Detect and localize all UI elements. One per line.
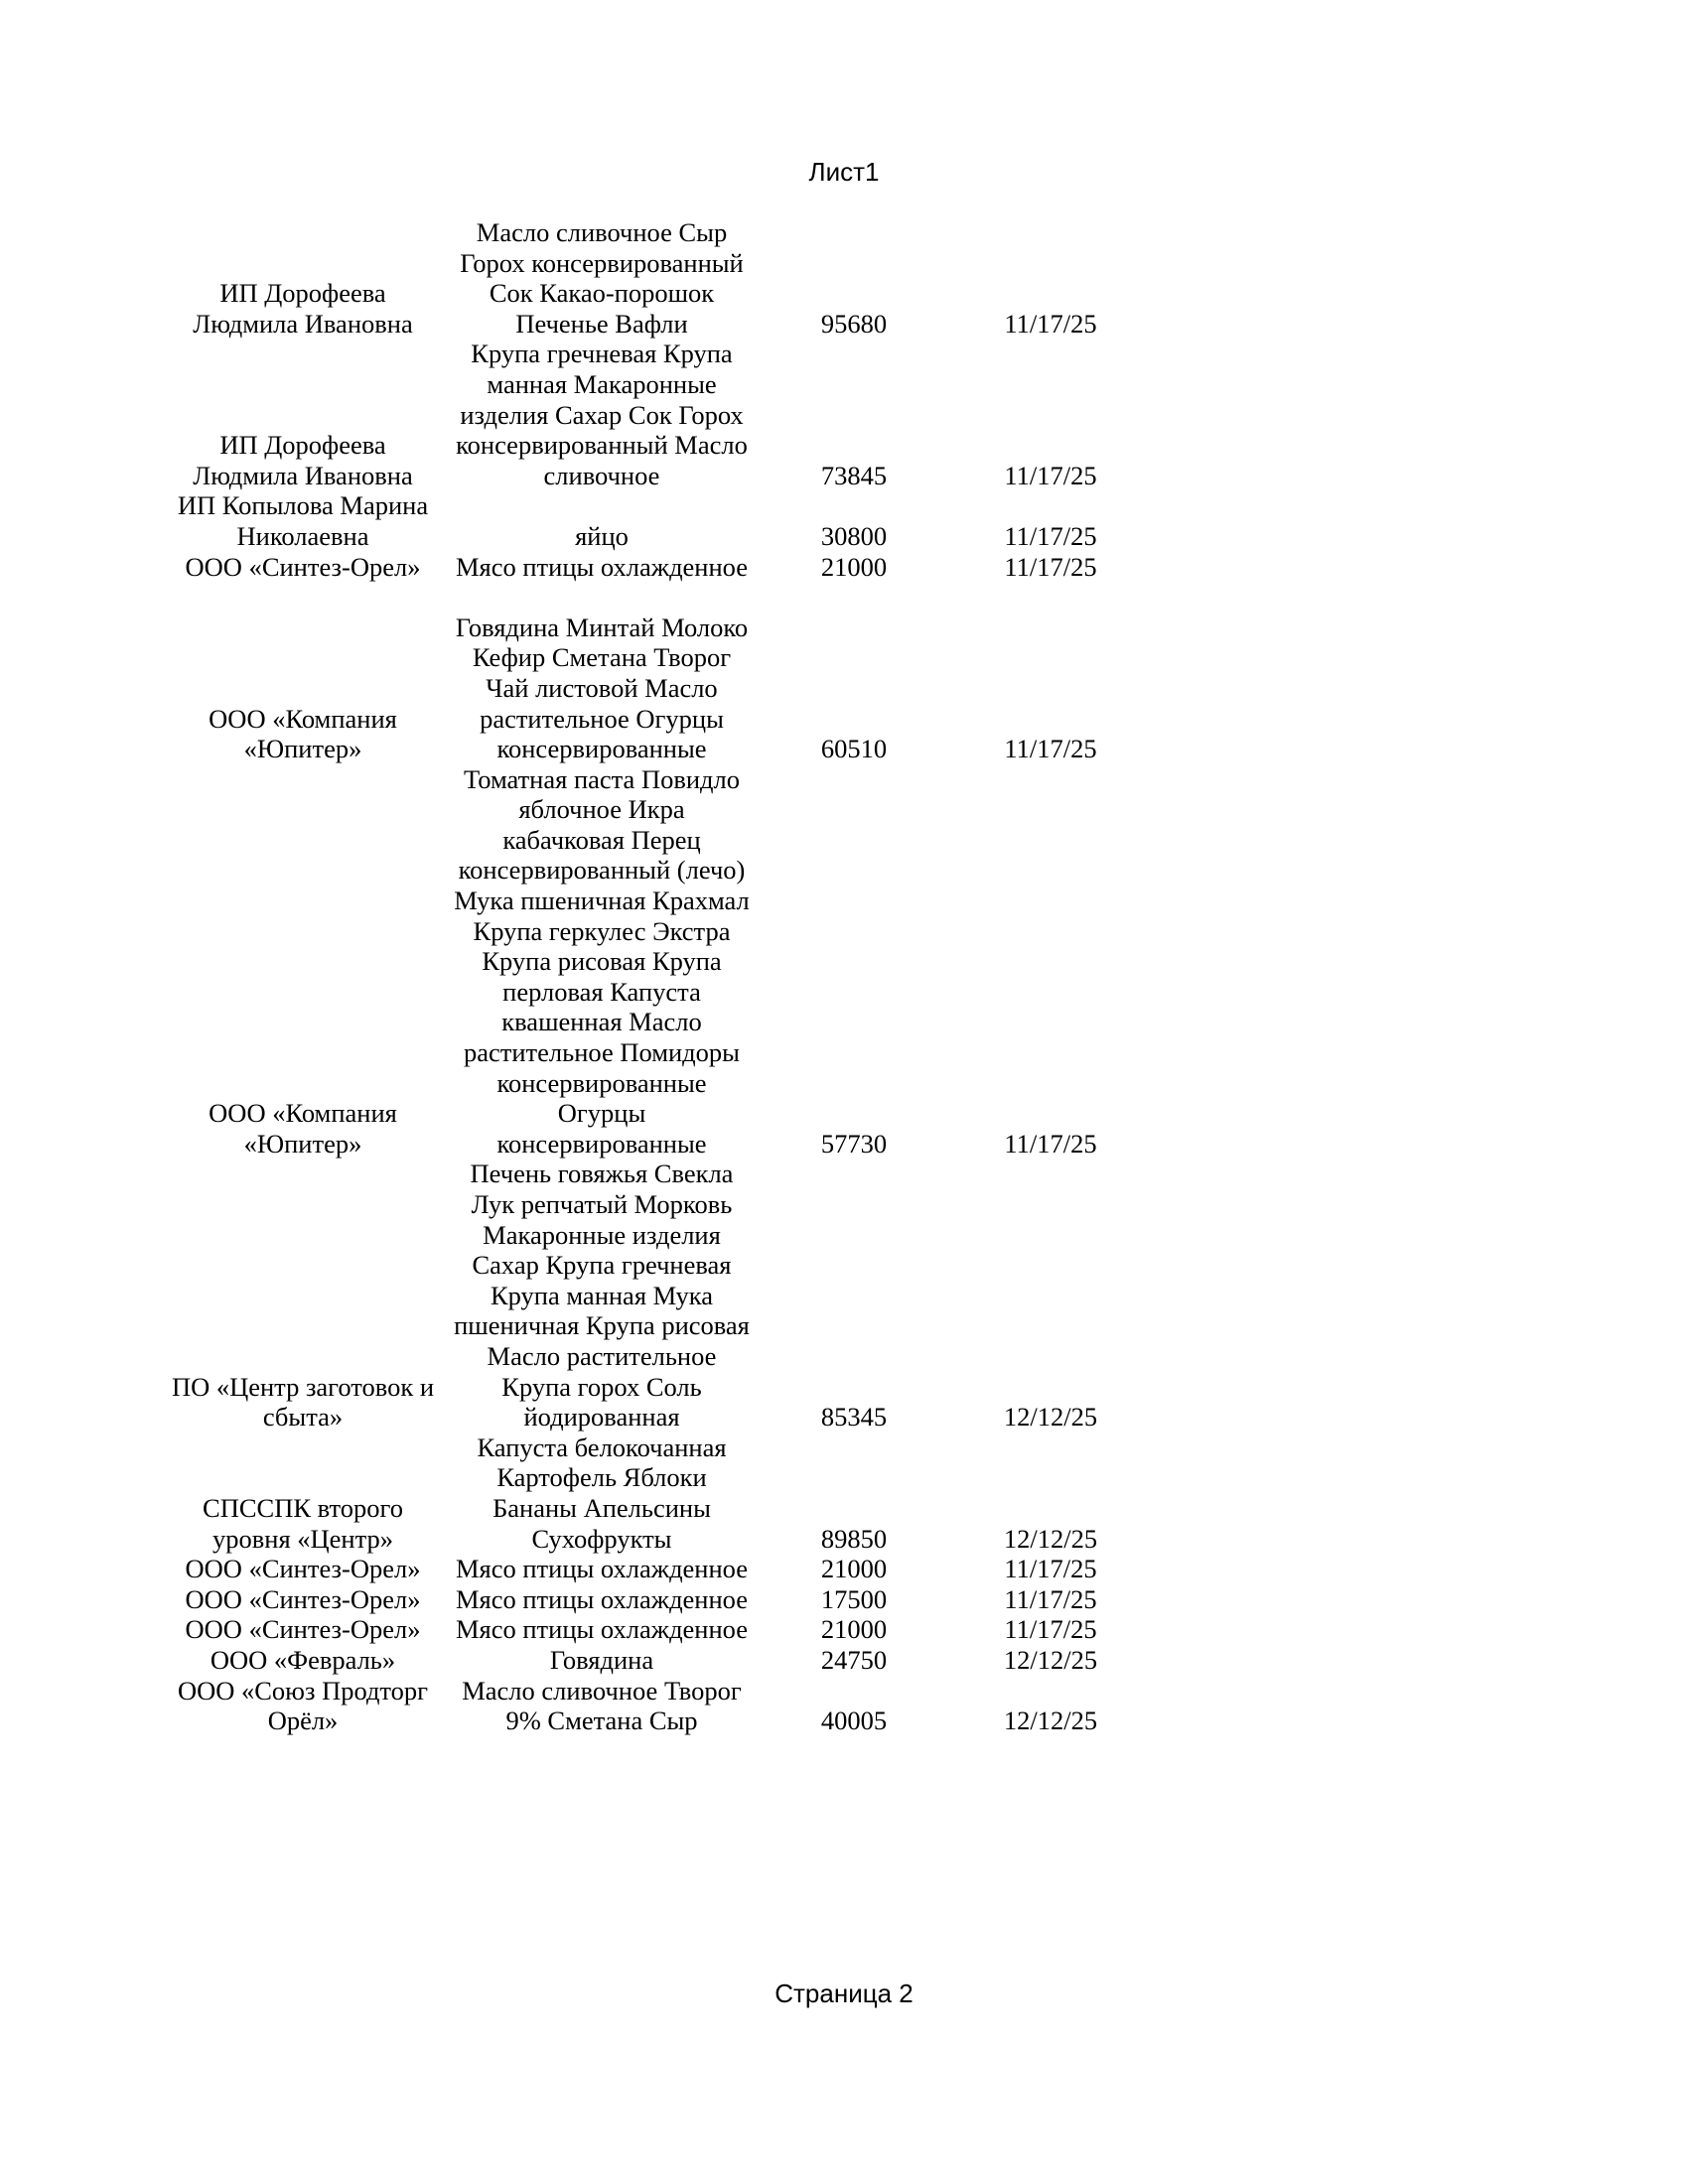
supplier-cell [161, 217, 445, 339]
supplier-cell-line: ИП Дорофеева [219, 430, 386, 461]
table-row [161, 1614, 1152, 1645]
supplier-cell-line: ООО «Компания [209, 1098, 397, 1129]
date-cell: 11/17/25 [1004, 520, 1097, 551]
date-cell: 11/17/25 [1004, 1128, 1097, 1159]
supplier-cell-line: ООО «Компания [209, 703, 397, 734]
products-cell-line: Масло растительное [487, 1340, 717, 1371]
supplier-cell [161, 1554, 445, 1584]
products-cell-line: растительное Огурцы [480, 703, 724, 734]
table-row [161, 552, 1152, 583]
products-cell-line: консервированные [496, 734, 707, 764]
products-cell [445, 1676, 759, 1736]
table-row [161, 490, 1152, 551]
date-cell: 11/17/25 [1004, 1583, 1097, 1614]
supplier-cell [161, 1159, 445, 1432]
products-cell-line: Чай листовой Масло [486, 672, 718, 703]
products-cell [445, 339, 759, 490]
supplier-cell-line: Людмила Ивановна [193, 460, 413, 490]
supplier-cell [161, 582, 445, 764]
supplier-cell [161, 339, 445, 490]
supplier-cell [161, 1614, 445, 1645]
supplier-cell-line: «Юпитер» [243, 734, 362, 764]
products-cell [445, 490, 759, 551]
supplier-cell-line: ПО «Центр заготовок и [171, 1371, 435, 1402]
sum-cell: 21000 [820, 1614, 888, 1645]
products-cell-line: сливочное [543, 460, 660, 490]
sum-cell: 30800 [820, 520, 888, 551]
table-row [161, 1159, 1152, 1432]
products-cell [445, 552, 759, 583]
sum-cell: 24750 [820, 1644, 888, 1675]
date-cell: 11/17/25 [1004, 551, 1097, 582]
supplier-cell-line: ООО «Синтез-Орел» [185, 1583, 421, 1614]
supplier-cell-line: ООО «Синтез-Орел» [185, 1554, 421, 1584]
table-row [161, 1433, 1152, 1554]
table-row [161, 1676, 1152, 1736]
date-cell: 12/12/25 [1003, 1523, 1098, 1554]
products-cell-line: Говядина Минтай Молоко [455, 612, 749, 642]
supplier-cell-line: Орёл» [267, 1706, 339, 1736]
products-cell-line: перловая Капуста [502, 976, 701, 1007]
products-cell [445, 1554, 759, 1584]
products-cell-line: манная Макаронные [487, 368, 717, 399]
sum-cell: 17500 [820, 1583, 888, 1614]
supplier-cell [161, 490, 445, 551]
products-cell-line: Говядина [549, 1644, 654, 1675]
products-cell-line: Печенье Вафли [515, 308, 688, 339]
date-cell: 12/12/25 [1003, 1644, 1098, 1675]
products-cell-line: Бананы Апельсины [492, 1492, 711, 1523]
supplier-cell-line: ООО «Синтез-Орел» [185, 1614, 421, 1645]
supplier-cell-line: СПССПК второго [203, 1492, 403, 1523]
products-cell-line: Крупа гречневая Крупа [471, 339, 733, 369]
products-cell-line: яблочное Икра [518, 794, 685, 825]
products-cell-line: Сахар Крупа гречневая [472, 1250, 732, 1281]
products-cell-line: Мясо птицы охлажденное [455, 1583, 749, 1614]
supplier-cell-line: Николаевна [236, 520, 369, 551]
products-cell [445, 1614, 759, 1645]
products-cell-line: яйцо [575, 520, 629, 551]
products-cell-line: Горох консервированный [460, 247, 744, 278]
products-cell-line: Мясо птицы охлажденное [455, 551, 749, 582]
products-cell-line: Сок Какао-порошок [489, 278, 715, 309]
products-cell-line: консервированные [496, 1067, 707, 1098]
sum-cell: 21000 [820, 1554, 888, 1584]
sum-cell: 73845 [820, 460, 888, 490]
products-cell-line: Мясо птицы охлажденное [455, 1614, 749, 1645]
sum-cell: 85345 [820, 1402, 888, 1433]
products-cell-line: консервированный (лечо) [458, 855, 746, 886]
sum-cell: 89850 [820, 1523, 888, 1554]
table-row [161, 339, 1152, 490]
supplier-cell [161, 764, 445, 1160]
products-cell-line: Картофель Яблоки [496, 1462, 707, 1493]
supplier-cell-line: сбыта» [262, 1402, 344, 1433]
table-row [161, 1584, 1152, 1615]
products-cell-line: консервированный Масло [456, 430, 748, 461]
products-cell-line: кабачковая Перец [502, 824, 701, 855]
supplier-cell-line: Людмила Ивановна [193, 308, 413, 339]
sheet-title: Лист1 [808, 157, 880, 187]
date-cell: 12/12/25 [1003, 1402, 1098, 1433]
products-cell-line: Макаронные изделия [483, 1219, 721, 1250]
date-cell: 11/17/25 [1004, 1554, 1097, 1584]
products-cell [445, 1433, 759, 1554]
table-row [161, 582, 1152, 764]
products-cell-line: Сухофрукты [531, 1523, 672, 1554]
date-cell: 11/17/25 [1004, 1614, 1097, 1645]
products-cell-line: квашенная Масло [501, 1007, 702, 1037]
products-cell [445, 582, 759, 764]
products-cell-line: Кефир Сметана Творог [472, 642, 732, 673]
products-cell-line: Крупа рисовая Крупа [482, 946, 722, 977]
products-cell-line: Лук репчатый Морковь [471, 1189, 733, 1219]
products-cell-line: Мясо птицы охлажденное [455, 1554, 749, 1584]
products-cell [445, 217, 759, 339]
products-cell [445, 1645, 759, 1676]
supplier-cell-line: ИП Дорофеева [219, 278, 386, 309]
table-row [161, 1554, 1152, 1584]
products-cell-line: йодированная [523, 1402, 680, 1433]
supplier-cell [161, 1645, 445, 1676]
products-cell-line: 9% Сметана Сыр [505, 1706, 698, 1736]
sum-cell: 21000 [820, 551, 888, 582]
supplier-cell [161, 1433, 445, 1554]
products-cell-line: пшеничная Крупа рисовая [454, 1310, 750, 1341]
products-cell [445, 764, 759, 1160]
sum-cell: 95680 [820, 308, 888, 339]
supplier-cell [161, 552, 445, 583]
supplier-cell-line: уровня «Центр» [212, 1523, 393, 1554]
products-cell-line: Крупа геркулес Экстра [473, 915, 731, 946]
products-cell-line: растительное Помидоры [464, 1037, 740, 1068]
table-row [161, 1645, 1152, 1676]
supplier-cell-line: «Юпитер» [243, 1128, 362, 1159]
supplier-cell-line: ООО «Февраль» [210, 1644, 396, 1675]
products-cell-line: Крупа манная Мука [490, 1280, 714, 1310]
products-cell-line: Огурцы [557, 1098, 646, 1129]
products-cell-line: Масло сливочное Сыр [476, 217, 728, 247]
supplier-cell [161, 1584, 445, 1615]
products-cell-line: изделия Сахар Сок Горох [460, 399, 744, 430]
products-cell-line: консервированные [496, 1128, 707, 1159]
date-cell: 11/17/25 [1004, 308, 1097, 339]
page-footer: Страница 2 [774, 1979, 914, 2008]
products-cell-line: Масло сливочное Творог [462, 1675, 742, 1706]
products-cell [445, 1159, 759, 1432]
date-cell: 11/17/25 [1004, 460, 1097, 490]
sum-cell: 60510 [820, 734, 888, 764]
sum-cell: 40005 [820, 1706, 888, 1736]
table-row [161, 217, 1152, 339]
supplier-cell [161, 1676, 445, 1736]
supplier-cell-line: ООО «Союз Продторг [177, 1675, 429, 1706]
data-table [161, 217, 1152, 1736]
date-cell: 12/12/25 [1003, 1706, 1098, 1736]
products-cell-line: Печень говяжья Свекла [470, 1159, 734, 1189]
products-cell-line: Томатная паста Повидло [464, 763, 740, 794]
products-cell-line: Капуста белокочанная [477, 1432, 727, 1462]
products-cell-line [445, 582, 759, 613]
date-cell: 11/17/25 [1004, 734, 1097, 764]
products-cell-line: Крупа горох Соль [501, 1371, 702, 1402]
supplier-cell-line: ИП Копылова Марина [177, 490, 429, 521]
supplier-cell-line: ООО «Синтез-Орел» [185, 551, 421, 582]
sum-cell: 57730 [820, 1128, 888, 1159]
products-cell [445, 1584, 759, 1615]
table-body [161, 217, 1152, 1736]
products-cell-line: Мука пшеничная Крахмал [454, 886, 750, 916]
table-row [161, 764, 1152, 1160]
